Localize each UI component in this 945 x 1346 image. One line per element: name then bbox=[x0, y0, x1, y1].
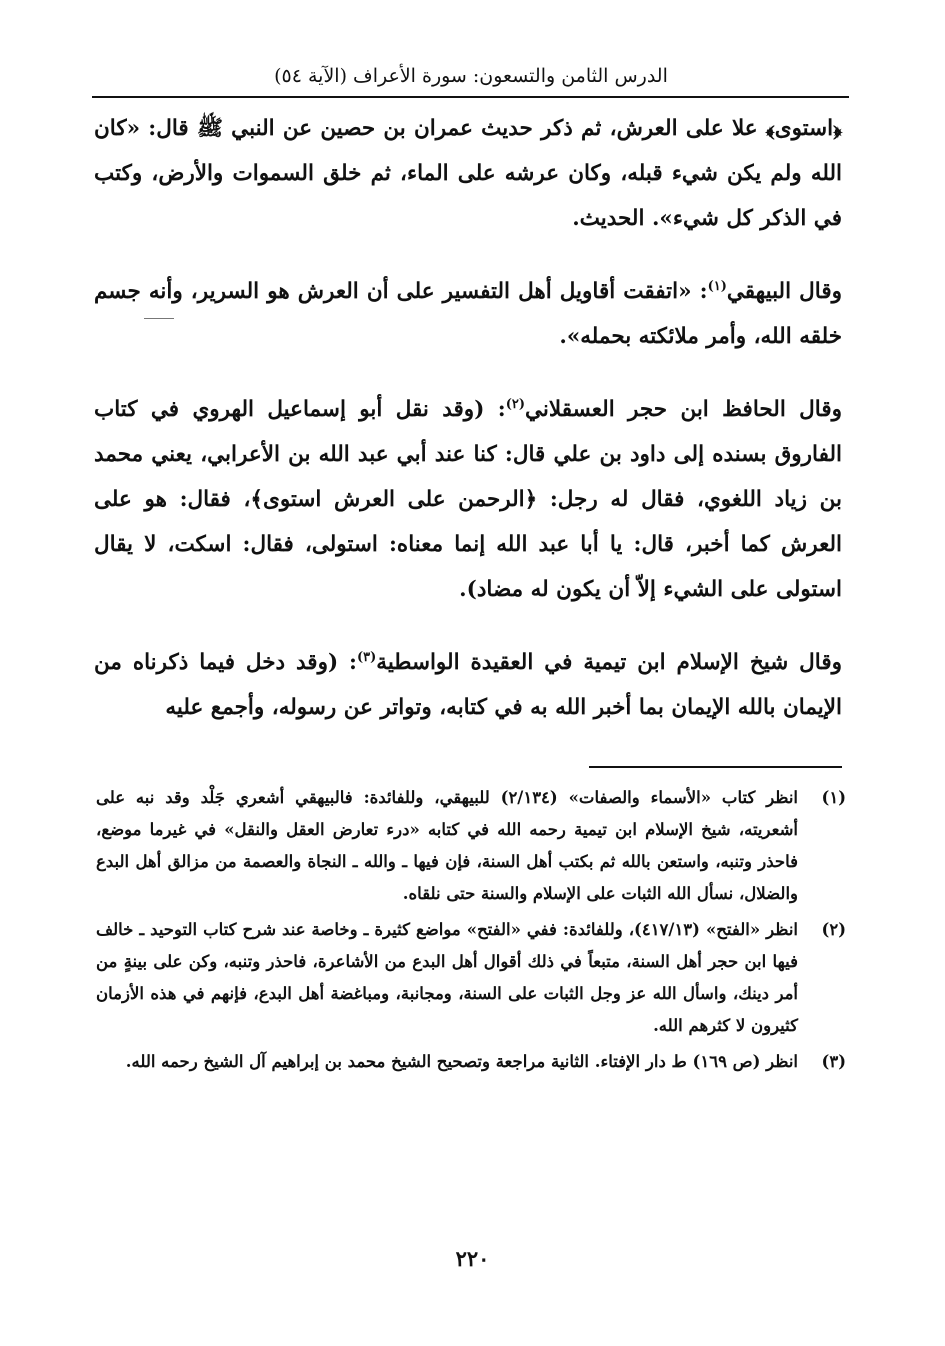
quote-attribution: وقال الحافظ ابن حجر العسقلاني bbox=[524, 397, 842, 422]
footnote-text: انظر كتاب «الأسماء والصفات» (٢/١٣٤) للبيهقي، وللفائدة: فالبيهقي أشعري جَلْد وقد نبه على أشعريته، شيخ الإسلام ابن تيمية رحمه الله في كتابه «درء تعارض العقل والنقل» في غيرما موضع، فاحذر وتنبه، واستعن بالله ثم بكتب أهل السنة، فإن فيها ـ والله ـ النجاة والعصمة من مزالق أهل البدع والضلال، نسأل الله الثبات على الإسلام والسنة حتى نلقاه. bbox=[96, 788, 799, 903]
footnote-ref[interactable]: (١) bbox=[707, 278, 727, 294]
footnote bbox=[96, 1046, 846, 1078]
quote-attribution: وقال البيهقي bbox=[726, 279, 842, 304]
paragraph bbox=[94, 269, 842, 359]
footnotes bbox=[96, 782, 846, 1082]
paragraph bbox=[94, 640, 842, 730]
footnote-ref[interactable]: (٢) bbox=[505, 396, 525, 412]
footnote-ref[interactable]: (٣) bbox=[357, 649, 377, 665]
footnote bbox=[96, 782, 846, 910]
paragraph bbox=[94, 387, 842, 612]
footnote-divider bbox=[589, 766, 842, 768]
footnote-text: انظر (ص ١٦٩) ط دار الإفتاء. الثانية مراجعة وتصحيح الشيخ محمد بن إبراهيم آل الشيخ رحمه الله. bbox=[125, 1052, 798, 1071]
footnote bbox=[96, 914, 846, 1042]
quote-attribution: وقال شيخ الإسلام ابن تيمية في العقيدة الواسطية bbox=[376, 650, 842, 675]
footnote-number: (٢) bbox=[821, 920, 846, 939]
paragraph-text: : (وقد نقل أبو إسماعيل الهروي في كتاب الفاروق بسنده إلى داود بن علي قال: كنا عند أبي عبد الله بن الأعرابي، يعني محمد بن زياد اللغوي، فقال له رجل: ﴿الرحمن على العرش استوى﴾، فقال: هو على العرش كما أخبر، قال: يا أبا عبد الله إنما معناه: استولى، فقال: اسكت، لا يقال استولى على الشيء إلاّ أن يكون له مضاد). bbox=[94, 397, 842, 602]
header-divider bbox=[92, 96, 849, 98]
footnote-number: (١) bbox=[821, 788, 846, 807]
main-text bbox=[94, 106, 842, 730]
page-number: ٢٢٠ bbox=[455, 1246, 490, 1271]
footnote-text: انظر «الفتح» (٤١٧/١٣)، وللفائدة: ففي «الفتح» مواضع كثيرة ـ وخاصة عند شرح كتاب التوحيد ـ خالف فيها ابن حجر أهل السنة، متبعاً في ذلك أقوال أهل البدع من الأشاعرة، فاحذر وتنبه، وكن على بينةٍ من أمر دينك، واسأل الله عز وجل الثبات على السنة، ومجانبة، ومباغضة أهل البدع، فإنهم في هذه الأزمان كثيرون لا كثرهم الله. bbox=[96, 920, 798, 1035]
footnote-number: (٣) bbox=[821, 1052, 846, 1071]
paragraph: ﴿استوى﴾ علا على العرش، ثم ذكر حديث عمران بن حصين عن النبي ﷺ قال: «كان الله ولم يكن شيء قبله، وكان عرشه على الماء، ثم خلق السموات والأرض، وكتب في الذكر كل شيء». الحديث. bbox=[94, 116, 842, 231]
running-header: الدرس الثامن والتسعون: سورة الأعراف (الآية ٥٤) bbox=[274, 65, 668, 87]
paragraph-text: : (وقد دخل فيما ذكرناه من الإيمان بالله الإيمان بما أخبر الله به في كتابه، وتواتر عن رسوله، وأجمع عليه bbox=[94, 650, 842, 720]
paragraph-text: : «اتفقت أقاويل أهل التفسير على أن العرش هو السرير، وأنه جسم خلقه الله، وأمر ملائكته بحمله». bbox=[94, 279, 842, 349]
